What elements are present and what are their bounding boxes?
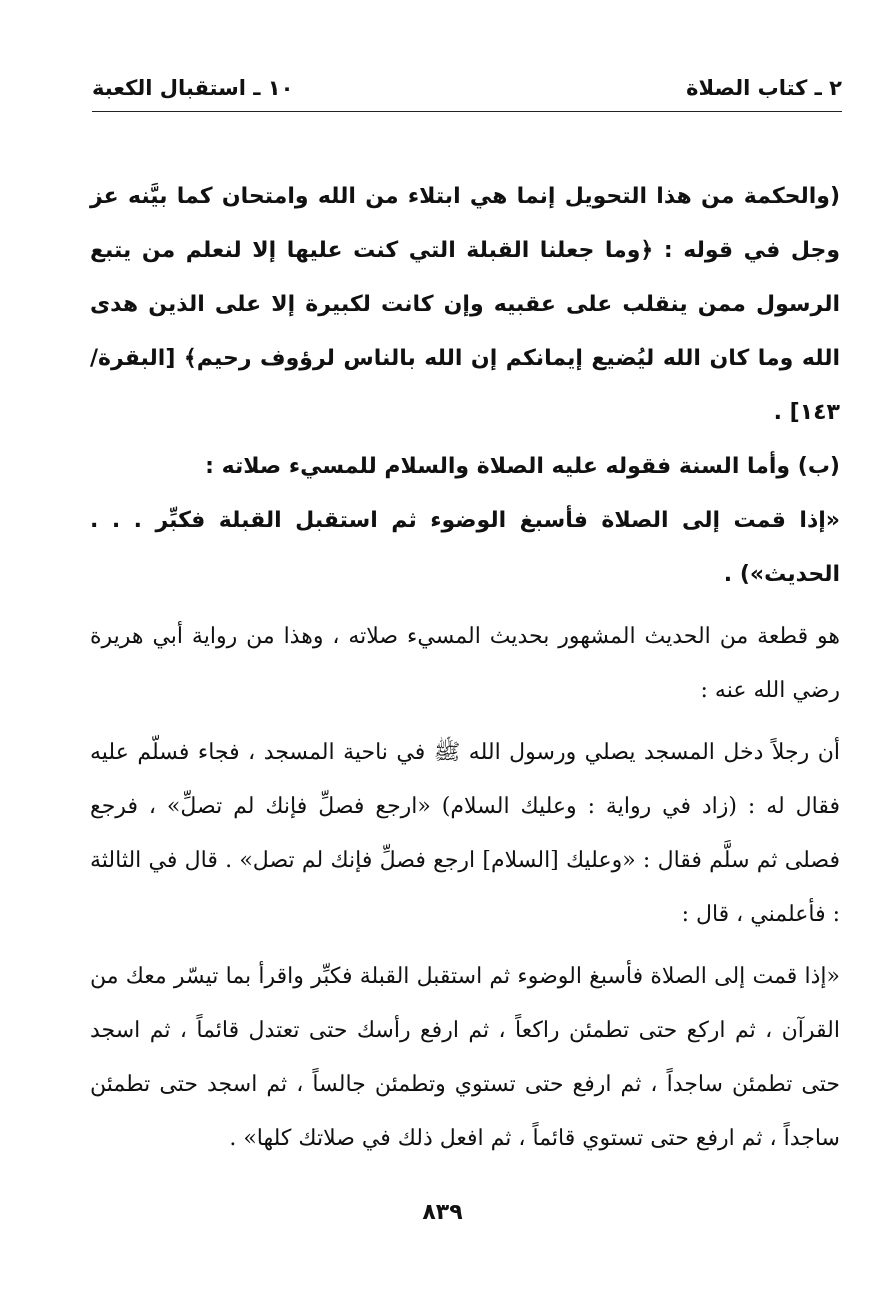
paragraph-full-hadith: «إذا قمت إلى الصلاة فأسبغ الوضوء ثم استقبل القبلة فكبِّر واقرأ بما تيسّر معك من القرآن ، ثم اركع حتى تطمئن راكعاً ، ثم ارفع رأسك حتى تعتدل قائماً ، ثم اسجد حتى تطمئن ساجداً ، ثم ارفع حتى تستوي وتطمئن جالساً ، ثم اسجد حتى تطمئن ساجداً ، ثم ارفع حتى تستوي قائماً ، ثم افعل ذلك في صلاتك كلها» .: [90, 964, 840, 1151]
paragraph-sunnah-intro: (ب) وأما السنة فقوله عليه الصلاة والسلام للمسيء صلاته :: [205, 454, 840, 479]
paragraph-hadith-excerpt: «إذا قمت إلى الصلاة فأسبغ الوضوء ثم استقبل القبلة فكبِّر . . . الحديث») .: [90, 508, 840, 587]
header-rule: [92, 111, 842, 112]
paragraph-narration: أن رجلاً دخل المسجد يصلي ورسول الله ﷺ في ناحية المسجد ، فجاء فسلّم عليه فقال له : (زاد في رواية : وعليك السلام) «ارجع فصلِّ فإنك لم تصلِّ» ، فرجع فصلى ثم سلَّم فقال : «وعليك [السلام] ارجع فصلِّ فإنك لم تصل» . قال في الثالثة : فأعلمني ، قال :: [90, 740, 840, 927]
paragraph-wisdom-quran: (والحكمة من هذا التحويل إنما هي ابتلاء من الله وامتحان كما بيَّنه عز وجل في قوله : ﴿وما جعلنا القبلة التي كنت عليها إلا لنعلم من يتبع الرسول ممن ينقلب على عقبيه وإن كانت لكبيرة إلا على الذين هدى الله وما كان الله ليُضيع إيمانكم إن الله بالناس لرؤوف رحيم﴾ [البقرة/١٤٣] .: [90, 184, 840, 425]
page-body: [90, 170, 840, 1166]
running-header: [92, 72, 842, 108]
chapter-title: ٢ ـ كتاب الصلاة: [686, 76, 842, 100]
paragraph-commentary: هو قطعة من الحديث المشهور بحديث المسيء صلاته ، وهذا من رواية أبي هريرة رضي الله عنه :: [90, 624, 840, 703]
section-title: ١٠ ـ استقبال الكعبة: [92, 76, 294, 100]
page-number: ٨٣٩: [422, 1200, 463, 1225]
